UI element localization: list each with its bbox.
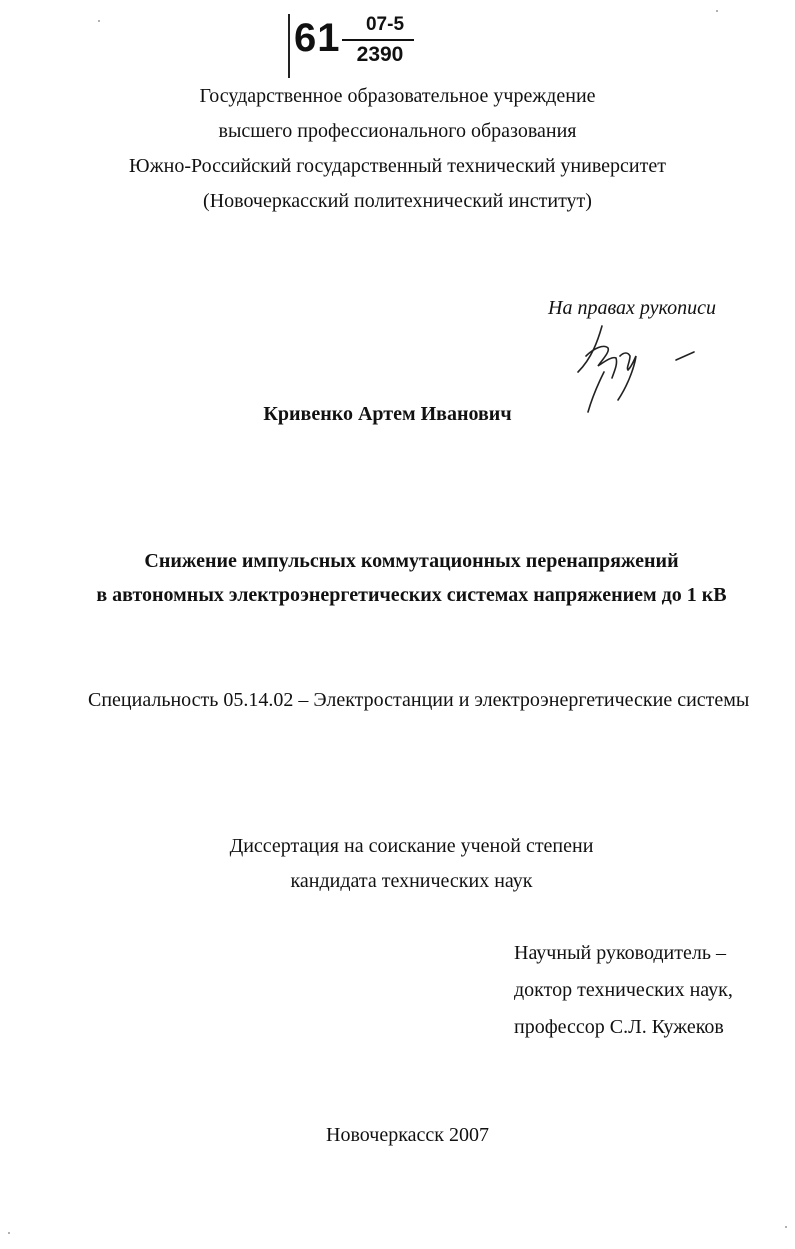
signature-icon <box>568 322 698 414</box>
institution-line-4: (Новочеркасский политехнический институт) <box>203 190 592 212</box>
institution-line-2: высшего профессионального образования <box>218 120 577 142</box>
stamp-fraction-bar <box>342 39 414 41</box>
place-year: Новочеркасск 2007 <box>326 1124 489 1146</box>
institution-line-1: Государственное образовательное учреждение <box>199 85 596 107</box>
supervisor-line-2: доктор технических наук, <box>514 979 733 1001</box>
scan-speck <box>785 1226 787 1228</box>
rights-note: На правах рукописи <box>548 297 716 319</box>
institution-line-3: Южно-Российский государственный технический университет <box>129 155 666 177</box>
scan-speck <box>716 10 718 12</box>
thesis-title-line-2: в автономных электроэнергетических системах напряжением до 1 кВ <box>96 584 727 606</box>
degree-line-1: Диссертация на соискание ученой степени <box>229 835 594 857</box>
scan-speck <box>98 20 100 22</box>
scan-speck <box>8 1232 10 1234</box>
stamp-number: 61 <box>294 16 341 60</box>
stamp-vertical-line <box>288 14 290 78</box>
degree-line-2: кандидата технических наук <box>290 870 533 892</box>
author-name: Кривенко Артем Иванович <box>263 403 512 425</box>
stamp-fraction-bottom: 2390 <box>356 43 404 66</box>
supervisor-line-1: Научный руководитель – <box>514 942 726 964</box>
supervisor-line-3: профессор С.Л. Кужеков <box>514 1016 724 1038</box>
stamp-fraction-top: 07-5 <box>365 14 405 35</box>
specialty: Специальность 05.14.02 – Электростанции и электроэнергетические системы <box>88 689 750 711</box>
thesis-title-line-1: Снижение импульсных коммутационных перенапряжений <box>144 550 679 572</box>
